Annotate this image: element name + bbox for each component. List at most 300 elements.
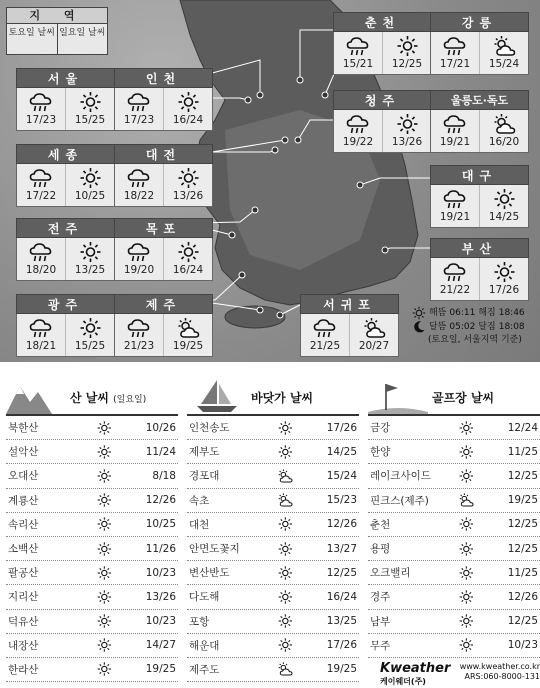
sun-icon	[393, 113, 421, 135]
legend-saturday: 토요일 날씨	[8, 28, 55, 38]
sunday-forecast	[349, 314, 398, 356]
golf-weather-panel	[368, 378, 540, 658]
weather-icon-cell	[265, 492, 305, 508]
city-box	[16, 144, 115, 207]
sun-icon	[457, 444, 475, 460]
moonset-label: 달짐	[478, 321, 496, 332]
temperature: 15/23	[326, 494, 357, 507]
list-item	[368, 513, 540, 537]
sun-icon	[95, 613, 113, 629]
sunday-temp: 16/24	[172, 264, 204, 276]
saturday-temp: 21/23	[123, 340, 155, 352]
weather-icon-cell	[446, 541, 486, 557]
location-name: 안면도꽃지	[189, 543, 240, 556]
list-item	[187, 489, 359, 513]
sun-icon	[412, 306, 426, 320]
sun-icon	[276, 541, 294, 557]
moonrise-label: 달뜸	[429, 321, 447, 332]
location-name: 속리산	[8, 518, 39, 531]
sun-moon-info	[412, 306, 540, 347]
weather-icon-cell	[265, 661, 305, 677]
sun-icon	[393, 35, 421, 57]
list-item	[6, 658, 178, 682]
weather-icon-cell	[84, 589, 124, 605]
map-legend	[6, 7, 108, 55]
kweather-logo: Kweather	[380, 661, 451, 676]
temperature: 12/26	[507, 590, 538, 603]
sunday-forecast	[479, 32, 528, 74]
location-name: 경주	[370, 591, 391, 604]
sun-icon	[457, 613, 475, 629]
weather-icon-cell	[265, 565, 305, 581]
location-name: 경포대	[189, 470, 220, 483]
location-name: 포항	[189, 615, 210, 628]
partly-cloudy-icon	[276, 661, 294, 677]
saturday-temp: 18/21	[25, 340, 57, 352]
partly-cloudy-icon	[457, 492, 475, 508]
location-name: 설악산	[8, 446, 39, 459]
list-item	[187, 561, 359, 585]
sun-icon	[76, 167, 104, 189]
weather-icon-cell	[84, 420, 124, 436]
list-item	[6, 513, 178, 537]
location-name: 팔공산	[8, 567, 39, 580]
moonrise-time: 05:02	[449, 321, 476, 332]
sunday-forecast	[382, 32, 431, 74]
sunday-forecast	[65, 314, 114, 356]
partly-cloudy-icon	[360, 317, 388, 339]
mountain-title: 산 날씨	[70, 391, 109, 405]
city-name: 인천	[114, 68, 213, 88]
mountain-icon	[6, 376, 66, 414]
sunday-forecast	[65, 88, 114, 130]
weather-icon-cell	[446, 444, 486, 460]
moon-icon	[412, 320, 426, 334]
weather-icon-cell	[265, 420, 305, 436]
location-name: 오크밸리	[370, 567, 411, 580]
list-item	[368, 440, 540, 464]
rain-icon	[125, 91, 153, 113]
temperature: 13/25	[326, 615, 357, 628]
list-item	[368, 585, 540, 609]
rain-icon	[27, 167, 55, 189]
location-name: 대천	[189, 518, 210, 531]
saturday-temp: 18/22	[123, 190, 155, 202]
temperature: 11/25	[507, 566, 538, 579]
sun-icon	[95, 589, 113, 605]
saturday-forecast	[334, 32, 382, 74]
saturday-temp: 19/21	[439, 136, 471, 148]
location-name: 남부	[370, 615, 391, 628]
sunday-forecast	[65, 238, 114, 280]
sunday-temp: 15/25	[74, 340, 106, 352]
partly-cloudy-icon	[490, 113, 518, 135]
temperature: 12/25	[507, 615, 538, 628]
sun-icon	[95, 637, 113, 653]
weather-icon-cell	[84, 565, 124, 581]
location-name: 지리산	[8, 591, 39, 604]
weather-icon-cell	[446, 516, 486, 532]
list-item	[368, 489, 540, 513]
city-name: 울릉도·독도	[430, 90, 529, 110]
saturday-temp: 17/21	[439, 58, 471, 70]
sunday-forecast	[163, 314, 212, 356]
rain-icon	[441, 113, 469, 135]
saturday-temp: 17/22	[25, 190, 57, 202]
location-name: 금강	[370, 422, 391, 435]
sunset-label: 해짐	[478, 307, 496, 318]
weather-icon-cell	[446, 420, 486, 436]
sun-icon	[276, 613, 294, 629]
weather-icon-cell	[265, 541, 305, 557]
saturday-forecast	[17, 164, 65, 206]
location-name: 한양	[370, 446, 391, 459]
sunday-forecast	[382, 110, 431, 152]
list-item	[187, 464, 359, 488]
weather-icon-cell	[446, 468, 486, 484]
sunday-temp: 13/26	[172, 190, 204, 202]
weather-icon-cell	[446, 589, 486, 605]
mountain-weather-panel	[6, 378, 178, 682]
sun-icon	[457, 541, 475, 557]
location-name: 제부도	[189, 446, 220, 459]
temperature: 19/25	[326, 663, 357, 676]
sun-icon	[457, 516, 475, 532]
city-box	[333, 12, 432, 75]
location-name: 덕유산	[8, 615, 39, 628]
sunday-forecast	[479, 110, 528, 152]
sunday-forecast	[163, 164, 212, 206]
list-item	[187, 634, 359, 658]
sunday-temp: 10/25	[74, 190, 106, 202]
weather-icon-cell	[446, 613, 486, 629]
location-name: 오대산	[8, 470, 39, 483]
temperature: 14/27	[145, 639, 176, 652]
sun-icon	[457, 468, 475, 484]
sunday-temp: 19/25	[172, 340, 204, 352]
city-box	[114, 218, 213, 281]
partly-cloudy-icon	[174, 317, 202, 339]
saturday-forecast	[17, 88, 65, 130]
temperature: 16/24	[326, 590, 357, 603]
weather-icon-cell	[84, 516, 124, 532]
weather-icon-cell	[446, 565, 486, 581]
sun-icon	[76, 91, 104, 113]
sun-icon	[490, 261, 518, 283]
sunday-temp: 17/26	[488, 284, 520, 296]
sunday-temp: 15/24	[488, 58, 520, 70]
saturday-temp: 19/22	[342, 136, 374, 148]
golf-flag-icon	[368, 376, 428, 414]
city-name: 청주	[333, 90, 432, 110]
temperature: 17/26	[326, 421, 357, 434]
partly-cloudy-icon	[276, 468, 294, 484]
sun-icon	[174, 91, 202, 113]
saturday-forecast	[17, 314, 65, 356]
list-item	[187, 658, 359, 682]
city-name: 강릉	[430, 12, 529, 32]
location-name: 인천송도	[189, 422, 230, 435]
location-name: 제주도	[189, 663, 220, 676]
saturday-forecast	[115, 164, 163, 206]
footer-url: www.kweather.co.kr	[459, 662, 540, 671]
list-item	[187, 610, 359, 634]
sun-icon	[457, 589, 475, 605]
sun-icon	[76, 317, 104, 339]
saturday-temp: 21/25	[309, 340, 341, 352]
sunday-temp: 15/25	[74, 114, 106, 126]
location-name: 북한산	[8, 422, 39, 435]
saturday-forecast	[431, 32, 479, 74]
temperature: 10/26	[145, 421, 176, 434]
temperature: 17/26	[326, 639, 357, 652]
list-item	[187, 513, 359, 537]
sea-title: 바닷가 날씨	[251, 391, 314, 405]
list-item	[6, 585, 178, 609]
city-name: 서귀포	[300, 294, 399, 314]
city-name: 전주	[16, 218, 115, 238]
temperature: 12/24	[507, 421, 538, 434]
weather-icon-cell	[84, 444, 124, 460]
city-box	[430, 165, 529, 228]
saturday-forecast	[17, 238, 65, 280]
list-item	[368, 416, 540, 440]
temperature: 10/23	[145, 566, 176, 579]
saturday-forecast	[431, 110, 479, 152]
sun-icon	[276, 565, 294, 581]
rain-icon	[125, 241, 153, 263]
temperature: 10/23	[507, 639, 538, 652]
sunset-time: 18:46	[498, 307, 525, 318]
sun-icon	[95, 492, 113, 508]
location-name: 소백산	[8, 543, 39, 556]
partly-cloudy-icon	[276, 492, 294, 508]
weather-icon-cell	[84, 613, 124, 629]
weather-icon-cell	[265, 613, 305, 629]
list-item	[6, 464, 178, 488]
list-item	[6, 634, 178, 658]
saturday-forecast	[115, 88, 163, 130]
location-name: 한라산	[8, 663, 39, 676]
temperature: 12/26	[326, 518, 357, 531]
city-name: 서울	[16, 68, 115, 88]
location-name: 핀크스(제주)	[370, 494, 429, 507]
rain-icon	[344, 113, 372, 135]
weather-icon-cell	[265, 444, 305, 460]
rain-icon	[27, 317, 55, 339]
city-box	[300, 294, 399, 357]
weather-icon-cell	[265, 516, 305, 532]
temperature: 11/24	[145, 445, 176, 458]
moonset-time: 18:08	[498, 321, 525, 332]
weather-icon-cell	[446, 492, 486, 508]
sun-icon	[457, 565, 475, 581]
saturday-temp: 15/21	[342, 58, 374, 70]
mountain-subtitle: (일요일)	[113, 395, 147, 405]
rain-icon	[441, 35, 469, 57]
list-item	[368, 464, 540, 488]
location-name: 속초	[189, 494, 210, 507]
rain-icon	[441, 188, 469, 210]
city-name: 춘천	[333, 12, 432, 32]
city-name: 세종	[16, 144, 115, 164]
saturday-temp: 18/20	[25, 264, 57, 276]
temperature: 11/25	[507, 445, 538, 458]
weather-icon-cell	[84, 468, 124, 484]
temperature: 11/26	[145, 542, 176, 555]
location-name: 레이크사이드	[370, 470, 431, 483]
sun-icon	[95, 661, 113, 677]
sunday-forecast	[479, 185, 528, 227]
legend-sunday: 일요일 날씨	[57, 24, 108, 55]
weather-icon-cell	[446, 637, 486, 653]
sun-icon	[95, 541, 113, 557]
list-item	[368, 537, 540, 561]
sun-icon	[457, 420, 475, 436]
city-box	[16, 294, 115, 357]
sun-icon	[457, 637, 475, 653]
rain-icon	[125, 317, 153, 339]
sun-icon	[95, 420, 113, 436]
sailboat-icon	[187, 376, 247, 414]
saturday-temp: 17/23	[25, 114, 57, 126]
rain-icon	[311, 317, 339, 339]
weather-icon-cell	[84, 637, 124, 653]
sun-icon	[276, 516, 294, 532]
temperature: 13/26	[145, 590, 176, 603]
city-name: 부산	[430, 238, 529, 258]
sun-icon	[174, 167, 202, 189]
saturday-temp: 17/23	[123, 114, 155, 126]
saturday-temp: 19/21	[439, 211, 471, 223]
weather-icon-cell	[84, 661, 124, 677]
city-name: 광주	[16, 294, 115, 314]
temperature: 12/25	[507, 469, 538, 482]
rain-icon	[441, 261, 469, 283]
location-name: 용평	[370, 543, 391, 556]
city-box	[16, 218, 115, 281]
sun-icon	[95, 444, 113, 460]
temperature: 14/25	[326, 445, 357, 458]
temperature: 15/24	[326, 469, 357, 482]
location-name: 다도해	[189, 591, 220, 604]
legend-title: 지 역	[7, 8, 107, 24]
saturday-forecast	[431, 258, 479, 300]
temperature: 19/25	[145, 663, 176, 676]
list-item	[187, 416, 359, 440]
sunrise-time: 06:11	[449, 307, 476, 318]
weather-icon-cell	[84, 541, 124, 557]
kweather-logo-kr: 케이웨더(주)	[380, 677, 426, 686]
sunday-forecast	[479, 258, 528, 300]
city-box	[430, 238, 529, 301]
weather-icon-cell	[265, 468, 305, 484]
sun-icon	[95, 565, 113, 581]
sunday-forecast	[163, 238, 212, 280]
list-item	[368, 634, 540, 658]
location-name: 계룡산	[8, 494, 39, 507]
rain-icon	[125, 167, 153, 189]
city-name: 대전	[114, 144, 213, 164]
sun-icon	[95, 468, 113, 484]
sun-icon	[490, 188, 518, 210]
partly-cloudy-icon	[490, 35, 518, 57]
city-name: 목포	[114, 218, 213, 238]
sun-icon	[276, 444, 294, 460]
city-box	[114, 144, 213, 207]
sunrise-label: 해뜸	[429, 307, 447, 318]
temperature: 12/25	[507, 542, 538, 555]
list-item	[187, 537, 359, 561]
location-name: 내장산	[8, 639, 39, 652]
temperature: 19/25	[507, 494, 538, 507]
temperature: 10/25	[145, 518, 176, 531]
list-item	[187, 585, 359, 609]
weather-icon-cell	[265, 589, 305, 605]
list-item	[6, 489, 178, 513]
location-name: 변산반도	[189, 567, 230, 580]
list-item	[6, 440, 178, 464]
saturday-temp: 21/22	[439, 284, 471, 296]
sun-icon	[276, 637, 294, 653]
golf-title: 골프장 날씨	[432, 391, 495, 405]
temperature: 13/27	[326, 542, 357, 555]
saturday-forecast	[115, 314, 163, 356]
temperature: 12/26	[145, 494, 176, 507]
temperature: 8/18	[152, 469, 176, 482]
location-name: 무주	[370, 639, 391, 652]
list-item	[6, 561, 178, 585]
temperature: 12/25	[507, 518, 538, 531]
rain-icon	[344, 35, 372, 57]
sun-icon	[276, 589, 294, 605]
city-box	[333, 90, 432, 153]
list-item	[187, 440, 359, 464]
list-item	[6, 416, 178, 440]
sun-icon	[276, 420, 294, 436]
city-box	[114, 68, 213, 131]
temperature: 10/23	[145, 615, 176, 628]
sunday-temp: 14/25	[488, 211, 520, 223]
sunday-temp: 12/25	[391, 58, 423, 70]
sunday-forecast	[65, 164, 114, 206]
sea-weather-panel	[187, 378, 359, 682]
city-box	[430, 90, 529, 153]
sun-icon	[174, 241, 202, 263]
sunday-temp: 13/25	[74, 264, 106, 276]
list-item	[6, 610, 178, 634]
sunday-temp: 20/27	[358, 340, 390, 352]
location-name: 춘천	[370, 518, 391, 531]
saturday-forecast	[431, 185, 479, 227]
sunday-temp: 16/24	[172, 114, 204, 126]
sunday-temp: 16/20	[488, 136, 520, 148]
city-box	[430, 12, 529, 75]
rain-icon	[27, 241, 55, 263]
temperature: 12/25	[326, 566, 357, 579]
city-box	[16, 68, 115, 131]
saturday-forecast	[301, 314, 349, 356]
location-name: 해운대	[189, 639, 220, 652]
sunday-forecast	[163, 88, 212, 130]
city-name: 대구	[430, 165, 529, 185]
saturday-forecast	[115, 238, 163, 280]
city-box	[114, 294, 213, 357]
rain-icon	[27, 91, 55, 113]
sun-icon	[95, 516, 113, 532]
weather-icon-cell	[84, 492, 124, 508]
footer-ars: ARS:060-8000-131	[464, 672, 540, 681]
